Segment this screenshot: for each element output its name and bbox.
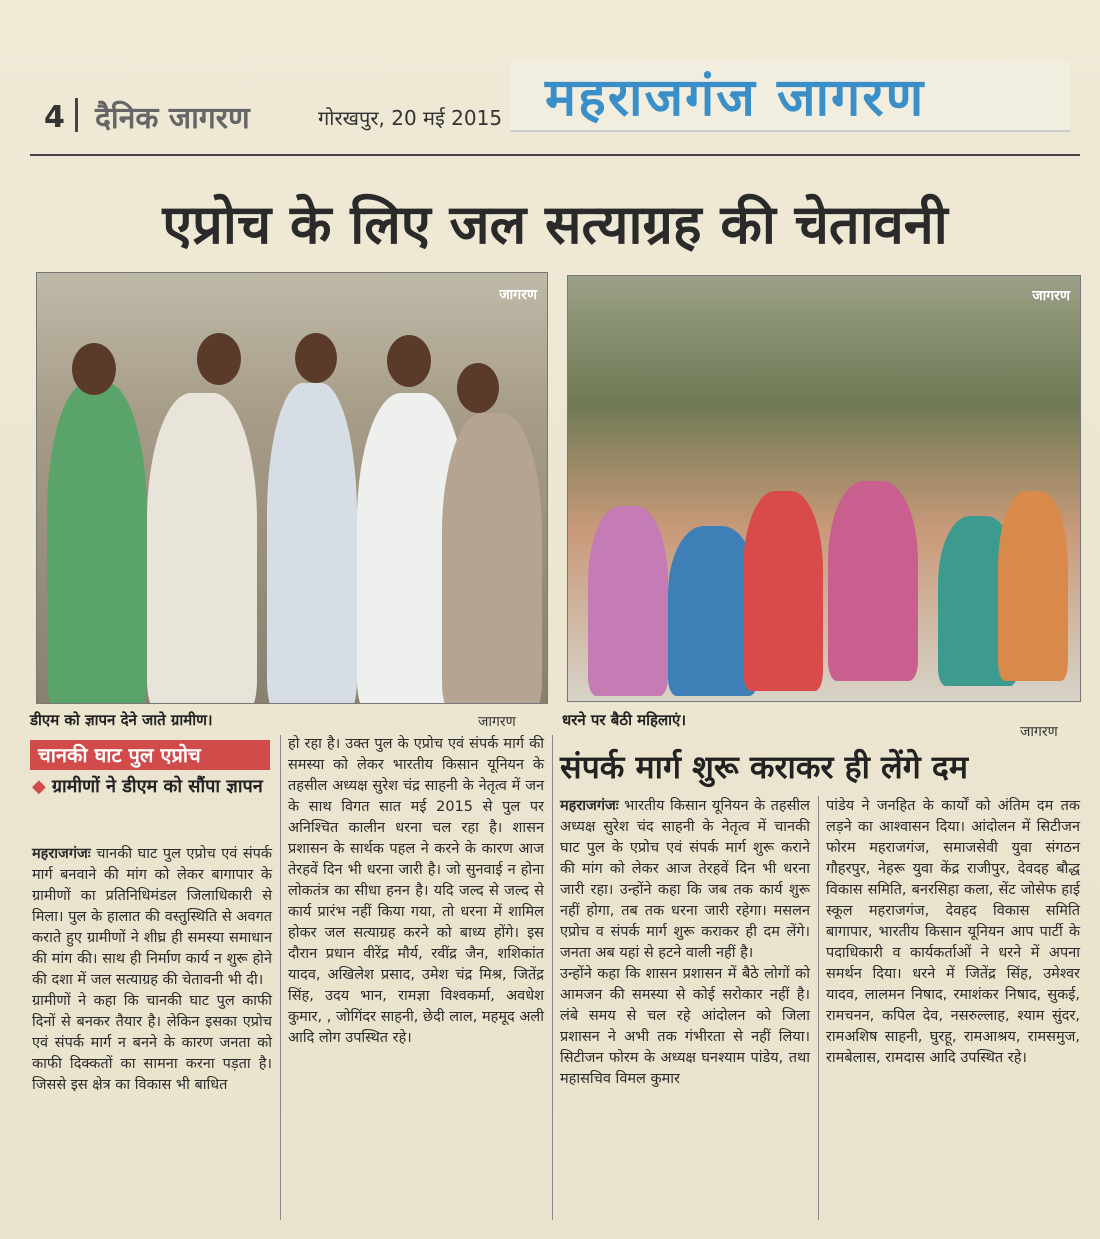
story2-para-3: पांडेय ने जनहित के कार्यों को अंतिम दम तक लड़ने का आश्वासन दिया। आंदोलन में सिटीजन फोरम महराजगंज, समाजसेवी युवा संगठन गौहरपुर, नेहरू युवा केंद्र राजीपुर, देवदह बौद्ध विकास समिति, बनरसिहा कला, सेंट जोसेफ हाई स्कूल महराजगंज, देवहद विकास समिति बागापार, भारतीय किसान यूनियन आप पार्टी के पदाधिकारी व कार्यकर्ताओं ने धरने में अपना समर्थन दिया। धरने में जितेंद्र सिंह, उमेश्वर यादव, लालमन निषाद, रमाशंकर निषाद, सुकई, रामचनन, कपिल देव, नसरुल्लाह, श्याम सुंदर, रामअशिष साहनी, घुरहू, रामआश्रय, रामसमुज, रामबेलास, रामदास आदि उपस्थित रहे। bbox=[826, 798, 1080, 1066]
column-divider bbox=[818, 796, 819, 1220]
main-headline: एप्रोच के लिए जल सत्याग्रह की चेतावनी bbox=[162, 193, 948, 256]
story1-para-3: हो रहा है। उक्त पुल के एप्रोच एवं संपर्क मार्ग की समस्या को लेकर भारतीय किसान यूनियन के तहसील अध्यक्ष सुरेश चंद्र साहनी के नेतृत्व में जन के साथ विगत सात मई 2015 से पुल पर अनिश्चित कालीन धरना चल रहा है। शासन प्रशासन के सार्थक पहल ने करने के कारण आज तेरहवें दिन भी धरना जारी है। जो सुनवाई न होना लोकतंत्र का सीधा हनन है। यदि जल्द से जल्द से कार्य प्रारंभ नहीं किया गया, तो धरना में शामिल होकर जल सत्याग्रह करने को बाध्य होंगे। इस दौरान प्रधान वीरेंद्र मौर्य, रवींद्र जैन, शशिकांत यादव, अखिलेश प्रसाद, उमेश चंद्र मिश्र, जितेंद्र सिंह, उदय भान, रामज्ञा विश्वकर्मा, अवधेश कुमार, , जोगिंदर साहनी, छेदी लाल, महमूद अली आदि लोग उपस्थित रहे। bbox=[288, 736, 544, 1046]
header-rule bbox=[30, 154, 1080, 156]
story-subhead bbox=[32, 774, 272, 799]
column-divider bbox=[280, 735, 281, 1220]
dateline: गोरखपुर, 20 मई 2015 bbox=[318, 106, 503, 130]
bullet-icon: ◆ bbox=[32, 776, 46, 797]
story2-headline: संपर्क मार्ग शुरू कराकर ही लेंगे दम bbox=[560, 748, 969, 786]
edition-title: महराजगंज जागरण bbox=[545, 68, 926, 128]
story2-column-1 bbox=[560, 796, 810, 1090]
story2-para-1: भारतीय किसान यूनियन के तहसील अध्यक्ष सुरेश चंद साहनी के नेतृत्व में चानकी घाट पुल के एप्रोच एवं संपर्क मार्ग शुरू कराने की मांग को लेकर आज तेरहवें दिन भी धरना जारी रहा। उन्होंने कहा कि जब तक कार्य शुरू नहीं होगा, तब तक धरना जारी रहेगा। मसलन एप्रोच व संपर्क मार्ग शुरू कराकर ही दम लेंगे। जनता अब यहां से हटने वाली नहीं है। bbox=[560, 798, 811, 961]
story2-dateline: महराजगंजः bbox=[560, 798, 619, 814]
photo-credit: जागरण bbox=[499, 287, 537, 303]
column-divider bbox=[552, 735, 553, 1220]
subhead-text: ग्रामीणों ने डीएम को सौंपा ज्ञापन bbox=[51, 776, 263, 797]
photo-credit: जागरण bbox=[1032, 288, 1070, 304]
story2-para-2: उन्होंने कहा कि शासन प्रशासन में बैठे लोगों को आमजन की समस्या से कोई सरोकार नहीं है। लंबे समय से चल रहे आंदोलन को जिला प्रशासन ने अभी तक गंभीरता से नहीं लिया। सिटीजन फोरम के अध्यक्ष घनश्याम पांडेय, तथा महासचिव विमल कुमार bbox=[560, 966, 810, 1087]
story1-column-1 bbox=[32, 844, 272, 1096]
photo-credit-right: जागरण bbox=[1020, 724, 1058, 740]
photo-women-protest bbox=[567, 275, 1081, 702]
story1-para-1: चानकी घाट पुल एप्रोच एवं संपर्क मार्ग बनवाने की मांग को लेकर बागापार के ग्रामीणों का प्रतिनिधिमंडल जिलाधिकारी से मिला। पुल के हालात की वस्तुस्थिति से अवगत कराते हुए ग्रामीणों ने शीघ्र ही समस्या समाधान की मांग की। साथ ही निर्माण कार्य न शुरू होने की दशा में जल सत्याग्रह की चेतावनी भी दी। bbox=[32, 846, 273, 988]
story-kicker: चानकी घाट पुल एप्रोच bbox=[30, 740, 270, 770]
photo-caption-left: डीएम को ज्ञापन देने जाते ग्रामीण। bbox=[30, 711, 213, 729]
story1-dateline: महराजगंजः bbox=[32, 846, 91, 862]
photo-credit-left: जागरण bbox=[478, 714, 516, 730]
story1-para-2: ग्रामीणों ने कहा कि चानकी घाट पुल काफी दिनों से बनकर तैयार है। लेकिन इसका एप्रोच एवं संपर्क मार्ग न बनने के कारण जनता को काफी दिक्कतों का सामना करना पड़ता है। जिससे इस क्षेत्र का विकास भी बाधित bbox=[32, 993, 272, 1093]
photo-caption-right: धरने पर बैठी महिलाएं। bbox=[562, 711, 687, 729]
masthead bbox=[0, 60, 1100, 160]
story1-column-2 bbox=[288, 734, 544, 1049]
photo-villagers-walking bbox=[36, 272, 548, 704]
paper-name: दैनिक जागरण bbox=[95, 101, 250, 136]
page-number: 4 bbox=[44, 100, 65, 135]
story2-column-2 bbox=[826, 796, 1080, 1069]
masthead-separator bbox=[75, 98, 78, 132]
